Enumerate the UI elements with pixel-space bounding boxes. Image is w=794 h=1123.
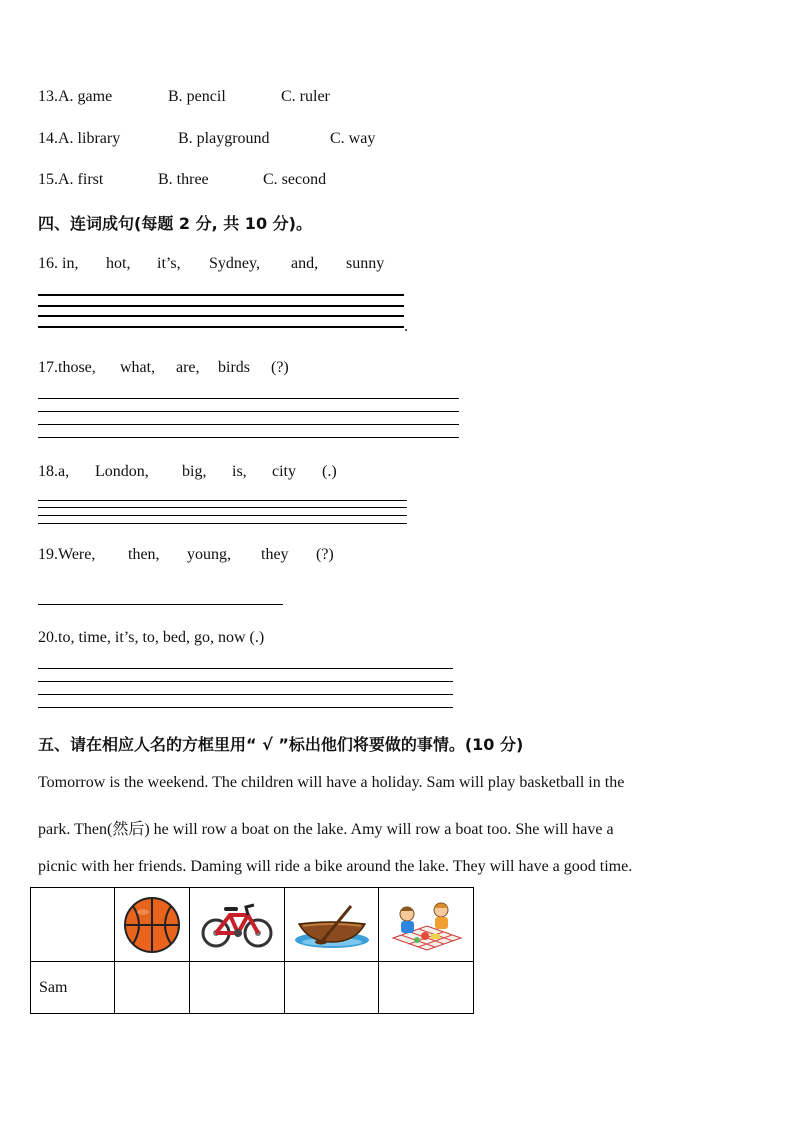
answer-line	[38, 294, 404, 296]
q14-option-b: B. playground	[178, 130, 270, 147]
checkbox-picnic[interactable]	[379, 962, 474, 1014]
q16-period: .	[404, 318, 408, 335]
q18-word: city	[272, 463, 296, 480]
q16-word: and,	[291, 255, 319, 272]
section-4-title: 四、连词成句(每题 2 分, 共 10 分)。	[38, 214, 312, 233]
passage-line: Tomorrow is the weekend. The children will have a holiday. Sam will play basketball in the	[38, 774, 625, 791]
table-row	[31, 962, 474, 1014]
picnic-icon	[387, 898, 465, 952]
answer-line	[38, 315, 404, 317]
answer-line	[38, 523, 407, 524]
q17-word: (?)	[271, 359, 289, 376]
answer-line	[38, 411, 459, 412]
q13-option-b: B. pencil	[168, 88, 226, 105]
checkbox-basketball[interactable]	[115, 962, 190, 1014]
q19-word: then,	[128, 546, 160, 563]
rowboat-icon	[293, 900, 371, 950]
q16-word: sunny	[346, 255, 385, 272]
q14-option-a: 14.A. library	[38, 130, 121, 147]
q16-word: Sydney,	[209, 255, 260, 272]
checkbox-bicycle[interactable]	[190, 962, 285, 1014]
checkbox-rowboat[interactable]	[285, 962, 379, 1014]
q19-word: they	[261, 546, 289, 563]
answer-line	[38, 326, 404, 328]
q16-word: hot,	[106, 255, 131, 272]
answer-line	[38, 694, 453, 695]
q17-word: 17.those,	[38, 359, 96, 376]
answer-line	[38, 681, 453, 682]
table-header-row	[31, 888, 474, 962]
question-20: 20.to, time, it’s, to, bed, go, now (.)	[38, 629, 265, 646]
q19-word: 19.Were,	[38, 546, 96, 563]
q13-option-c: C. ruler	[281, 88, 330, 105]
empty-corner-cell	[31, 888, 115, 962]
basketball-icon	[123, 896, 181, 954]
passage-line: picnic with her friends. Daming will ride a bike around the lake. They will have a good time.	[38, 858, 633, 875]
passage-line: park. Then(然后) he will row a boat on the lake. Amy will row a boat too. She will have a	[38, 821, 614, 838]
answer-line	[38, 305, 404, 307]
answer-line	[38, 668, 453, 669]
q18-word: London,	[95, 463, 149, 480]
section-5-title: 五、请在相应人名的方框里用“ √ ”标出他们将要做的事情。(10 分)	[38, 735, 524, 754]
name-cell: Sam	[31, 962, 115, 1014]
q16-word: it’s,	[157, 255, 181, 272]
q17-word: are,	[176, 359, 200, 376]
q19-word: young,	[187, 546, 231, 563]
q18-word: is,	[232, 463, 247, 480]
bicycle-icon	[200, 901, 274, 949]
q18-word: (.)	[322, 463, 337, 480]
q15-option-a: 15.A. first	[38, 171, 104, 188]
answer-line	[38, 398, 459, 399]
q17-word: what,	[120, 359, 156, 376]
q18-word: 18.a,	[38, 463, 70, 480]
q13-option-a: 13.A. game	[38, 88, 113, 105]
answer-line	[38, 424, 459, 425]
q17-word: birds	[218, 359, 250, 376]
rowboat-cell	[285, 888, 379, 962]
q14-option-c: C. way	[330, 130, 376, 147]
basketball-cell	[115, 888, 190, 962]
answer-line	[38, 507, 407, 508]
answer-line	[38, 515, 407, 516]
answer-line	[38, 500, 407, 501]
answer-line	[38, 707, 453, 708]
picnic-cell	[379, 888, 474, 962]
q19-answer-line[interactable]	[38, 604, 283, 605]
answer-line	[38, 437, 459, 438]
q19-word: (?)	[316, 546, 334, 563]
bicycle-cell	[190, 888, 285, 962]
q16-word: 16. in,	[38, 255, 79, 272]
q18-word: big,	[182, 463, 207, 480]
activity-table	[30, 887, 474, 1014]
q15-option-c: C. second	[263, 171, 327, 188]
q15-option-b: B. three	[158, 171, 209, 188]
